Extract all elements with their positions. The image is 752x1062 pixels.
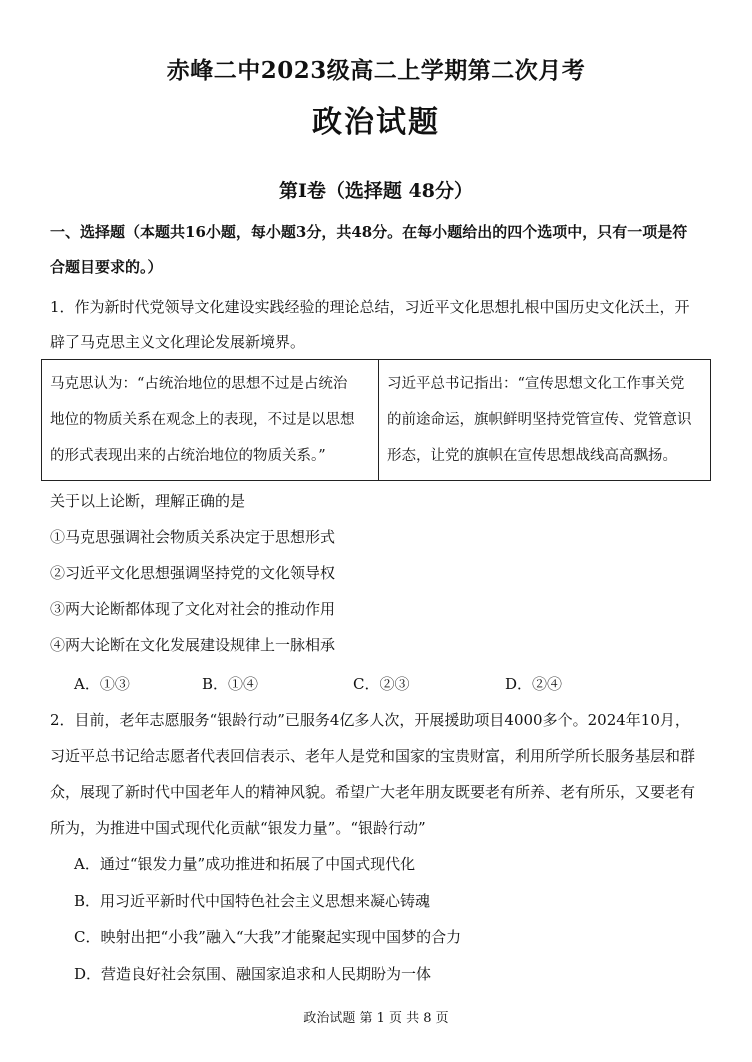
exam-school-title: 赤峰二中2023级高二上学期第二次月考: [166, 57, 586, 84]
q1-marx-quote-line: 的形式表现出来的占统治地位的物质关系。”: [50, 448, 326, 464]
q1-marx-quote-line: 地位的物质关系在观念上的表现，不过是以思想: [50, 412, 355, 428]
q1-xi-quote-line: 的前途命运，旗帜鲜明坚持党管宣传、党管意识: [387, 412, 692, 428]
q1-stem-line-1: 1．作为新时代党领导文化建设实践经验的理论总结，习近平文化思想扎根中国历史文化沃土，开: [50, 298, 690, 316]
q2-option-b: B．用习近平新时代中国特色社会主义思想来凝心铸魂: [74, 892, 431, 910]
q1-statement-1: ①马克思强调社会物质关系决定于思想形式: [50, 528, 336, 546]
q2-option-a: A．通过“银发力量”成功推进和拓展了中国式现代化: [74, 855, 416, 873]
section-instruction-line-2: 合题目要求的。）: [50, 258, 163, 276]
q1-stem-line-2: 辟了马克思主义文化理论发展新境界。: [50, 333, 306, 351]
q1-xi-quote-line: 形态，让党的旗帜在宣传思想战线高高飘扬。: [387, 448, 677, 464]
q1-xi-quote: [379, 360, 710, 480]
q2-stem-line-1: 2．目前，老年志愿服务“银龄行动”已服务4亿多人次，开展援助项目4000多个。2024年10月，: [50, 711, 690, 729]
q1-option-c: C．②③: [353, 675, 410, 693]
q2-stem-line-4: 所为，为推进中国式现代化贡献“银发力量”。“银龄行动”: [50, 819, 426, 837]
section-title: 第Ⅰ卷（选择题 48分）: [279, 180, 473, 202]
q1-xi-quote-line: 习近平总书记指出：“宣传思想文化工作事关党: [387, 376, 685, 392]
q1-statement-2: ②习近平文化思想强调坚持党的文化领导权: [50, 564, 336, 582]
q1-option-a: A．①③: [74, 675, 130, 693]
q1-marx-quote: [42, 360, 379, 480]
q1-option-b: B．①④: [202, 675, 259, 693]
q1-prompt: 关于以上论断，理解正确的是: [50, 492, 246, 510]
q1-statement-4: ④两大论断在文化发展建设规律上一脉相承: [50, 636, 336, 654]
q2-stem-line-3: 众，展现了新时代中国老年人的精神风貌。希望广大老年朋友既要老有所养、老有所乐，又要老有: [50, 783, 696, 801]
q1-statement-3: ③两大论断都体现了文化对社会的推动作用: [50, 600, 336, 618]
exam-subject-title: 政治试题: [312, 105, 440, 140]
q2-stem-line-2: 习近平总书记给志愿者代表回信表示、老年人是党和国家的宝贵财富，利用所学所长服务基层和群: [50, 747, 696, 765]
q2-option-c: C．映射出把“小我”融入“大我”才能聚起实现中国梦的合力: [74, 928, 462, 946]
section-instruction-line-1: 一、选择题（本题共16小题，每小题3分，共48分。在每小题给出的四个选项中，只有一项是符: [50, 223, 688, 241]
page-footer: 政治试题 第 1 页 共 8 页: [303, 1011, 449, 1026]
q1-quote-table: [41, 359, 711, 481]
q1-marx-quote-line: 马克思认为：“占统治地位的思想不过是占统治: [50, 376, 348, 392]
q1-option-d: D．②④: [505, 675, 563, 693]
q2-option-d: D．营造良好社会氛围、融国家追求和人民期盼为一体: [74, 965, 432, 983]
